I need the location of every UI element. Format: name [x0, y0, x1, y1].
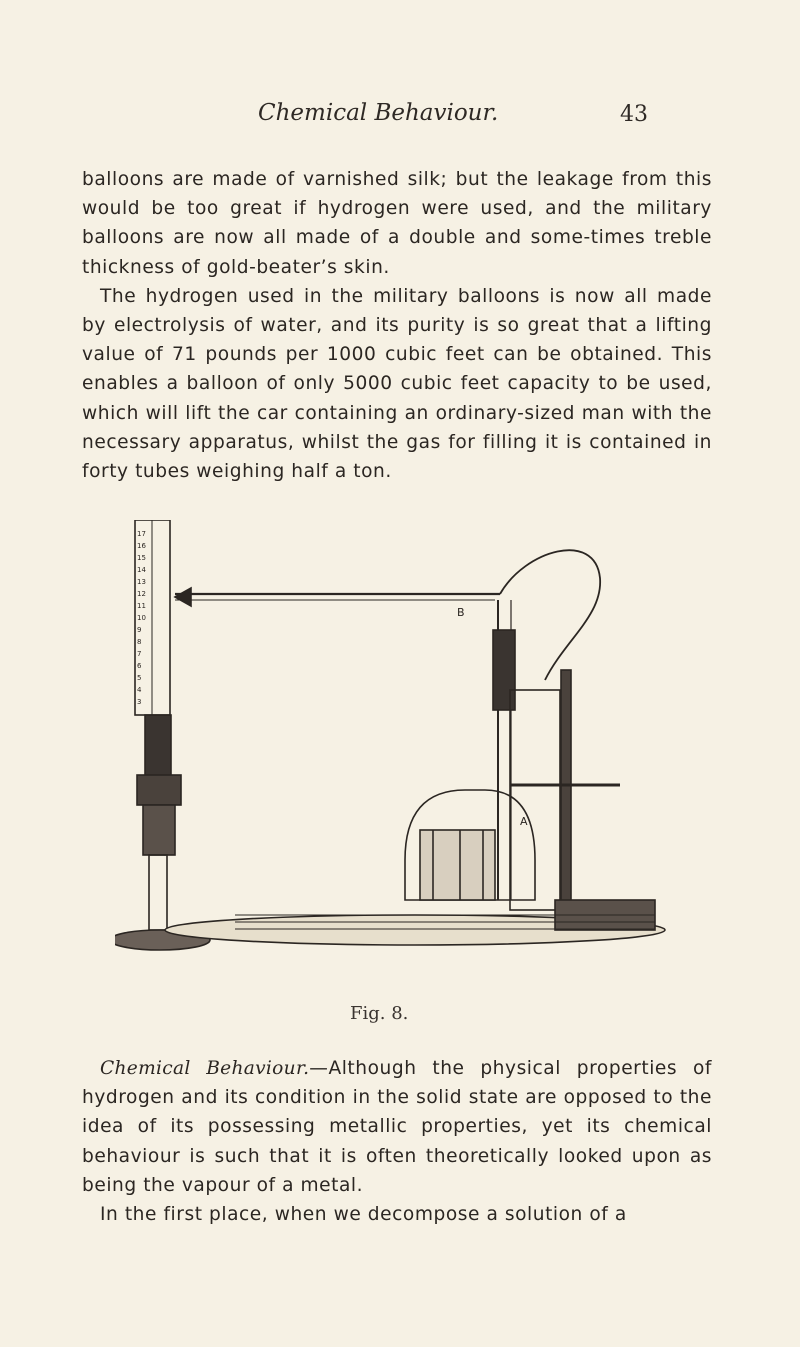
- scale-tick: 8: [137, 638, 142, 646]
- text-block-bottom: [82, 1054, 712, 1229]
- scale-tick: 13: [137, 578, 146, 586]
- scale-tick: 12: [137, 590, 146, 598]
- scale-tick: 5: [137, 674, 142, 682]
- right-clamp: [493, 630, 515, 710]
- scale-tick: 14: [137, 566, 146, 574]
- scale-tick: 4: [137, 686, 142, 694]
- apparatus-illustration: [115, 520, 675, 960]
- figure-apparatus: [115, 520, 675, 960]
- page-number: 43: [620, 102, 648, 127]
- scale-tick: 6: [137, 662, 142, 670]
- paragraph-chemical-behaviour-body: —Although the physical properties of hydrogen and its condition in the solid state are opposed to the idea of its possessing metallic properties, yet its chemical behaviour is such that it is often theoretically looked upon as being the vapour of a metal.: [82, 1058, 712, 1196]
- label-a: A: [520, 815, 528, 828]
- paragraph-chemical-behaviour: [82, 1054, 712, 1200]
- scale-tick: 11: [137, 602, 146, 610]
- scale-tick: 7: [137, 650, 142, 658]
- paragraph-first-place: In the first place, when we decompose a solution of a: [100, 1204, 627, 1226]
- scale-tick: 10: [137, 614, 146, 622]
- text-block-top: [82, 165, 712, 486]
- scale-tick: 16: [137, 542, 146, 550]
- scale-tick: 9: [137, 626, 142, 634]
- running-head: [0, 100, 800, 136]
- paragraph-balloons-silk: balloons are made of varnished silk; but the leakage from this would be too great if hydrogen were used, and the military balloons are now all made of a double and some-times treble thickness of gold-beater’s skin.: [82, 169, 712, 278]
- label-b: B: [457, 606, 465, 619]
- figure-caption: Fig. 8.: [350, 1003, 409, 1024]
- running-title: Chemical Behaviour.: [258, 100, 499, 126]
- paragraph-hydrogen-electrolysis: The hydrogen used in the military balloons is now all made by electrolysis of water, and its purity is so great that a lifting value of 71 pounds per 1000 cubic feet can be obtained. This enables a balloon of only 5000 cubic feet capacity to be used, which will lift the car containing an ordinary-sized man with the necessary apparatus, whilst the gas for filling it is contained in forty tubes weighing half a ton.: [82, 285, 712, 483]
- scale-tick: 15: [137, 554, 146, 562]
- scale-tick: 3: [137, 698, 142, 706]
- scale-tick: 17: [137, 530, 146, 538]
- section-title: Chemical Behaviour.: [100, 1058, 310, 1079]
